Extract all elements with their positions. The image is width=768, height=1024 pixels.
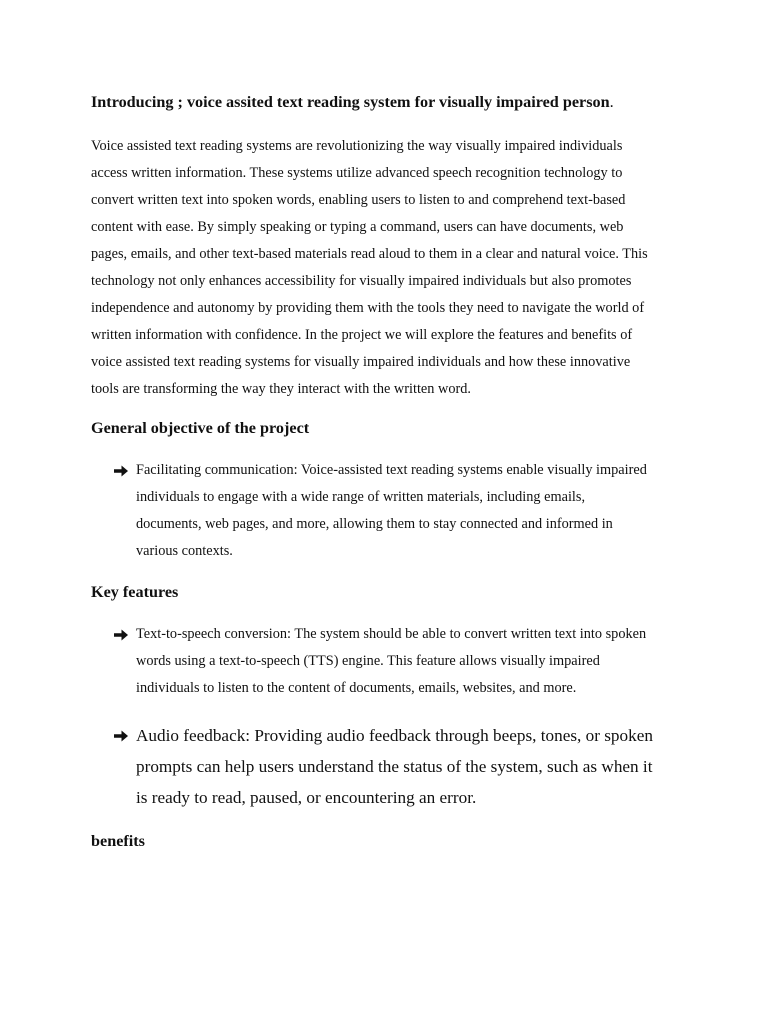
bullet-line: various contexts. — [136, 543, 233, 559]
bullet-line: documents, web pages, and more, allowing them to stay connected and informed in — [136, 516, 613, 532]
section-heading-key-features: Key features — [91, 583, 179, 601]
bullet-line: is ready to read, paused, or encountering an error. — [136, 788, 477, 807]
intro-paragraph — [91, 133, 691, 403]
intro-line: tools are transforming the way they interact with the written word. — [91, 381, 471, 397]
intro-line: content with ease. By simply speaking or typing a command, users can have documents, web — [91, 219, 624, 235]
intro-line: convert written text into spoken words, enabling users to listen to and comprehend text-based — [91, 192, 626, 208]
bullet-text — [136, 720, 716, 813]
right-arrow-icon — [113, 464, 129, 478]
intro-line: access written information. These systems utilize advanced speech recognition technology to — [91, 165, 623, 181]
intro-line: written information with confidence. In the project we will explore the features and benefits of — [91, 327, 633, 343]
section-heading-benefits: benefits — [91, 832, 145, 850]
intro-line: pages, emails, and other text-based materials read aloud to them in a clear and natural voice. This — [91, 246, 648, 262]
bullet-line: words using a text-to-speech (TTS) engine. This feature allows visually impaired — [136, 653, 600, 669]
intro-line: voice assisted text reading systems for visually impaired individuals and how these innovative — [91, 354, 631, 370]
bullet-line: Audio feedback: Providing audio feedback through beeps, tones, or spoken — [136, 726, 653, 745]
bullet-text — [136, 621, 716, 702]
bullet-line: prompts can help users understand the status of the system, such as when it — [136, 757, 653, 776]
document-title — [91, 93, 614, 112]
bullet-line: Text-to-speech conversion: The system should be able to convert written text into spoken — [136, 626, 647, 642]
title-text: Introducing ; voice assited text reading system for visually impaired person — [91, 93, 610, 111]
right-arrow-icon — [113, 729, 129, 743]
section-heading-general-objective: General objective of the project — [91, 419, 310, 437]
title-period: . — [609, 93, 614, 111]
intro-line: independence and autonomy by providing them with the tools they need to navigate the world of — [91, 300, 645, 316]
intro-line: technology not only enhances accessibility for visually impaired individuals but also promotes — [91, 273, 632, 289]
bullet-line: individuals to engage with a wide range of written materials, including emails, — [136, 489, 586, 505]
bullet-line: individuals to listen to the content of documents, emails, websites, and more. — [136, 680, 577, 696]
right-arrow-icon — [113, 628, 129, 642]
bullet-line: Facilitating communication: Voice-assisted text reading systems enable visually impaired — [136, 462, 647, 478]
intro-line: Voice assisted text reading systems are revolutionizing the way visually impaired individuals — [91, 138, 623, 154]
bullet-text — [136, 457, 716, 565]
